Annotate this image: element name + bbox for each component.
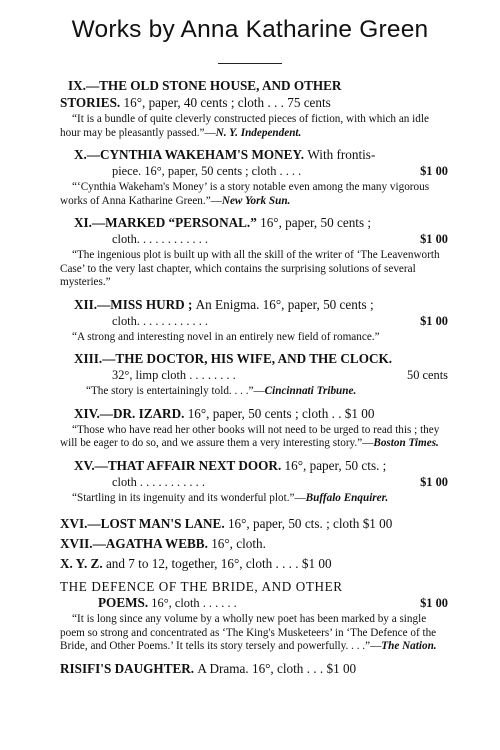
entry-ix (60, 77, 448, 140)
review-text: “Those who have read her other books will not need to be urged to read this ; they will be eager to do so, and we assure them a very interesting story.”— (60, 423, 440, 449)
entry-price: 50 cents (407, 368, 448, 382)
review-source: New York Sun. (221, 194, 291, 207)
entry-defence (60, 578, 448, 654)
entry-review (60, 331, 448, 345)
entry-title (74, 405, 448, 422)
entry-xi (60, 214, 448, 290)
entry-format: 16°, cloth. (211, 536, 266, 551)
entry-xyz (60, 555, 448, 572)
entry-format: cloth. . . . . . . . . . . . (112, 232, 209, 246)
entry-review (60, 249, 448, 290)
entry-xiii (60, 350, 448, 399)
entry-review (60, 492, 448, 506)
review-source: Boston Times. (373, 437, 439, 449)
entry-title: XIII.—THE DOCTOR, HIS WIFE, AND THE CLOCK. (74, 351, 393, 366)
entry-title-bold: X.—CYNTHIA WAKEHAM'S MONEY. (74, 147, 305, 162)
entry-title-rest: An Enigma. 16°, paper, 50 cents ; (195, 296, 374, 312)
entry-format-line (74, 231, 448, 247)
entry-format-price: 16°, paper, 40 cents ; cloth . . . 75 cents (123, 95, 331, 110)
entry-format-price: 16°, paper, 50 cts. ; cloth $1 00 (227, 516, 393, 531)
book-list (60, 77, 448, 677)
entry-title (60, 515, 448, 532)
review-text: “A strong and interesting novel in an entirely new field of romance.” (72, 330, 380, 343)
entry-xvi (60, 515, 448, 532)
entry-format-line (74, 313, 448, 329)
entry-title-cont (60, 94, 448, 111)
review-text: “Startling in its ingenuity and its wonderful plot.”— (72, 491, 306, 504)
entry-title-bold: XII.—MISS HURD ; (74, 296, 193, 312)
entry-format-price: 16°, paper, 50 cents ; cloth . . $1 00 (187, 405, 375, 421)
page-heading: Works by Anna Katharine Green (71, 16, 429, 43)
entry-format-price: and 7 to 12, together, 16°, cloth . . . . $1 00 (105, 556, 332, 571)
entry-title-bold: STORIES. (60, 95, 121, 110)
entry-title-rest: 16°, paper, 50 cts. ; (284, 457, 387, 473)
entry-review (60, 113, 448, 140)
entry-title (60, 555, 448, 572)
entry-price: $1 00 (420, 313, 448, 328)
review-text: “‘Cynthia Wakeham's Money’ is a story notable even among the many vigorous works of Anna Katharine Green.”— (60, 181, 430, 207)
entry-xiv (60, 405, 448, 451)
review-text: “It is a bundle of quite cleverly constructed pieces of fiction, with which an idle hour may be pleasantly passed.”— (60, 113, 429, 139)
entry-title (74, 457, 448, 474)
entry-title-bold: POEMS. (98, 595, 149, 610)
review-text: “The story is entertainingly told. . . .”— (86, 385, 265, 397)
entry-title-bold: XVII.—AGATHA WEBB. (60, 536, 208, 551)
review-source: Buffalo Enquirer. (305, 491, 389, 504)
entry-title-bold: XVI.—LOST MAN'S LANE. (60, 516, 225, 531)
entry-xvii (60, 535, 448, 552)
entry-xv (60, 457, 448, 506)
entry-title-bold: XV.—THAT AFFAIR NEXT DOOR. (74, 457, 282, 473)
entry-format: 32°, limp cloth . . . . . . . . (112, 368, 236, 382)
entry-x (60, 146, 448, 208)
entry-price: $1 00 (420, 232, 448, 246)
entry-price: $1 00 (420, 474, 448, 489)
entry-title-bold: RISIFI'S DAUGHTER. (60, 660, 195, 676)
entry-title: THE DEFENCE OF THE BRIDE, AND OTHER (60, 579, 343, 594)
entry-format: cloth. . . . . . . . . . . . (112, 313, 209, 328)
entry-risifi (60, 660, 448, 677)
entry-title (74, 146, 448, 163)
entry-review (60, 613, 448, 654)
entry-title-bold: XI.—MARKED “PERSONAL.” (74, 215, 257, 230)
entry-review (60, 424, 448, 451)
entry-title-bold: X. Y. Z. (60, 556, 103, 571)
entry-format-line (74, 367, 448, 383)
review-source: Cincinnati Tribune. (264, 385, 357, 397)
entry-title-bold: XIV.—DR. IZARD. (74, 405, 185, 421)
review-text: “It is long since any volume by a wholly new poet has been marked by a single poem so strong and concentrated as ‘The King's Musketeers’ in ‘The Defence of the Bride, and Other Poems.’ It tells its story tersely and powerfully. . . .”— (60, 613, 437, 652)
heading-rule (218, 63, 282, 64)
entry-title: IX.—THE OLD STONE HOUSE, AND OTHER (68, 78, 342, 93)
entry-title (60, 535, 448, 552)
entry-format-price: A Drama. 16°, cloth . . . $1 00 (197, 660, 357, 676)
entry-review (74, 385, 448, 399)
entry-title-rest: With frontis- (307, 147, 376, 162)
entry-format-line (74, 474, 448, 490)
entry-format: cloth . . . . . . . . . . . (112, 474, 205, 489)
review-source: The Nation. (381, 640, 437, 652)
review-source: N. Y. Independent. (215, 126, 302, 139)
entry-title-rest: 16°, paper, 50 cents ; (260, 215, 372, 230)
entry-title (60, 660, 448, 677)
entry-format-line (74, 163, 448, 179)
review-text: “The ingenious plot is built up with all the skill of the writer of ‘The Leavenworth Case’ to the very last chapter, which contains the surprising solutions of several mysteries.” (60, 249, 440, 288)
entry-price: $1 00 (420, 596, 448, 610)
entry-title (74, 296, 448, 313)
entry-review (60, 181, 448, 208)
entry-title (74, 214, 448, 231)
entry-format: piece. 16°, paper, 50 cents ; cloth . . . . (112, 164, 302, 178)
entry-format-line (60, 595, 448, 611)
entry-xii (60, 296, 448, 345)
entry-price: $1 00 (420, 164, 448, 178)
entry-format: 16°, cloth . . . . . . (151, 596, 237, 610)
